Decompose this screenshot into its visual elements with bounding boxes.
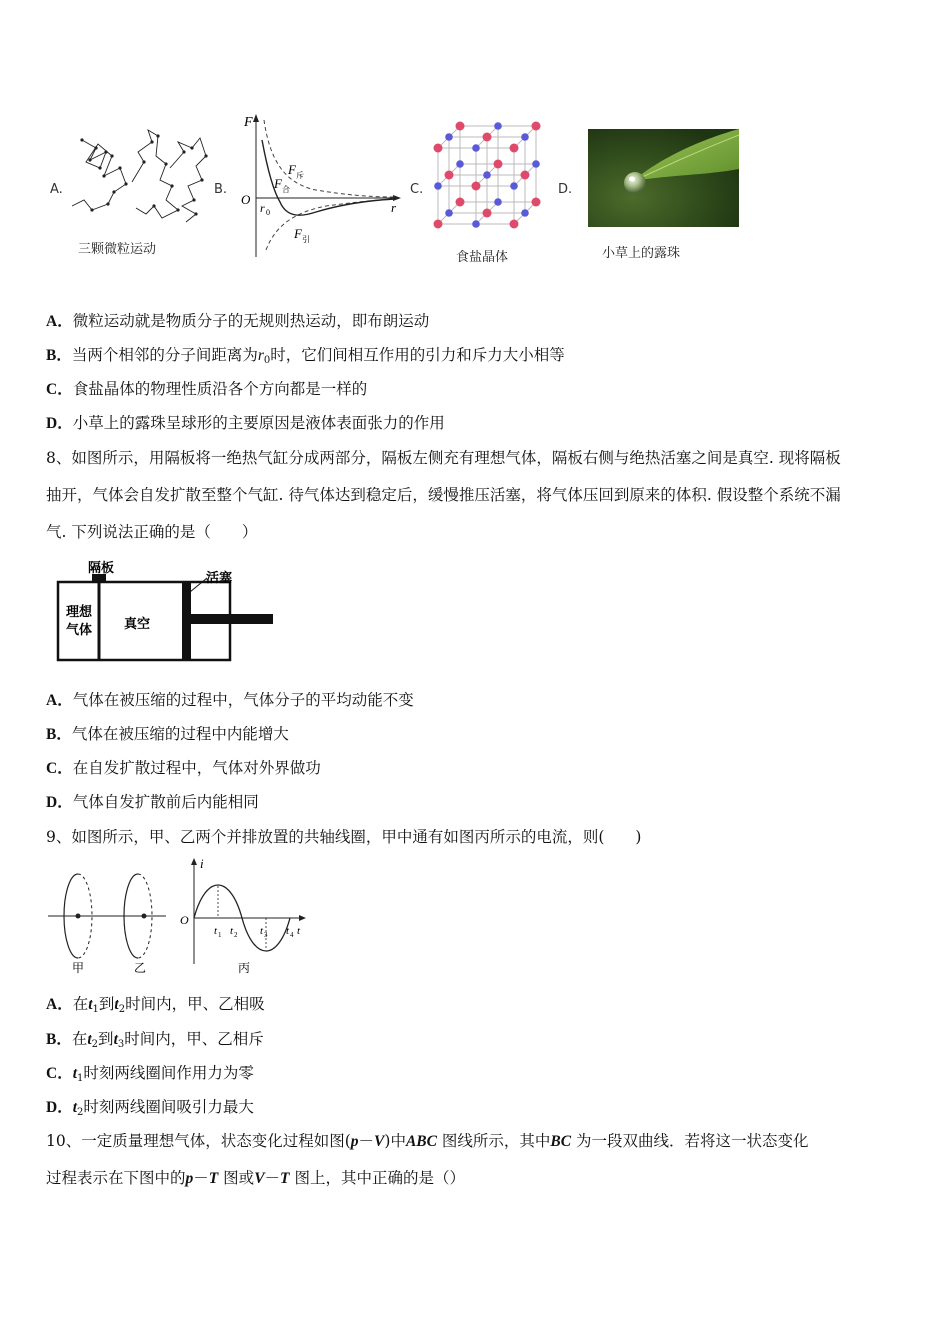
- figure-c-letter: C.: [410, 182, 424, 197]
- figure-a-letter: A.: [50, 182, 63, 197]
- q8-stem-line-3: 气. 下列说法正确的是（ ）: [46, 523, 258, 541]
- chlorine-atom: [483, 171, 491, 179]
- coils-current-figure: [44, 856, 314, 978]
- f-repulsive-sub: 斥: [296, 171, 304, 180]
- chlorine-atom: [494, 122, 502, 130]
- figure-d-caption: 小草上的露珠: [602, 246, 681, 261]
- sodium-atom: [494, 160, 503, 169]
- sodium-atom: [434, 220, 443, 229]
- f-axis-label: F: [244, 115, 253, 130]
- q8-stem-line-2: 抽开，气体会自发扩散至整个气缸. 待气体达到稳定后，缓慢推压活塞，将气体压回到原来的体积. 假设整个系统不漏: [46, 486, 841, 504]
- t2-label: t: [230, 925, 234, 937]
- graph-bing-label: 丙: [238, 961, 251, 975]
- sodium-atom: [483, 209, 492, 218]
- coil-yi-label: 乙: [134, 961, 147, 975]
- molecular-force-graph: [236, 112, 406, 262]
- brownian-motion-figure: [62, 122, 222, 227]
- f-attractive-sub: 引: [302, 235, 310, 244]
- chlorine-atom: [521, 133, 529, 141]
- chlorine-atom: [521, 209, 529, 217]
- r-axis-label: r: [391, 200, 397, 215]
- chlorine-atom: [456, 160, 464, 168]
- sodium-atom: [510, 144, 519, 153]
- q9-option-b[interactable]: B．在$t_2$到$t_3$时间内，甲、乙相斥: [46, 1030, 264, 1050]
- chlorine-atom: [434, 182, 442, 190]
- r0-sub: 0: [266, 208, 270, 217]
- t1-label: t: [214, 925, 218, 937]
- chlorine-atom: [445, 133, 453, 141]
- f-attractive-label: F: [294, 226, 302, 241]
- coil-jia-label: 甲: [72, 961, 85, 975]
- q7-option-c[interactable]: C．食盐晶体的物理性质沿各个方向都是一样的: [46, 380, 368, 398]
- q9-option-d[interactable]: D．$t_2$时刻两线圈间吸引力最大: [46, 1098, 254, 1118]
- q7-option-b[interactable]: B．当两个相邻的分子间距离为$r_0$时，它们间相互作用的引力和斥力大小相等: [46, 346, 565, 366]
- piston-label: 活塞: [206, 570, 233, 585]
- sodium-atom: [510, 220, 519, 229]
- q7-option-d[interactable]: D．小草上的露珠呈球形的主要原因是液体表面张力的作用: [46, 414, 445, 432]
- t4-label: t: [286, 925, 290, 937]
- r0-label: r: [260, 201, 265, 215]
- q8-option-c[interactable]: C．在自发扩散过程中，气体对外界做功: [46, 759, 321, 777]
- q7-option-a[interactable]: A．微粒运动就是物质分子的无规则热运动，即布朗运动: [46, 312, 430, 330]
- figure-c-caption: 食盐晶体: [456, 250, 509, 265]
- q9-option-c[interactable]: C．$t_1$时刻两线圈间作用力为零: [46, 1064, 254, 1084]
- sodium-atom: [445, 171, 454, 180]
- sodium-atom: [434, 144, 443, 153]
- chlorine-atom: [510, 182, 518, 190]
- sodium-atom: [483, 133, 492, 142]
- origin-label: O: [241, 192, 251, 207]
- q9-option-a[interactable]: A．在$t_1$到$t_2$时间内，甲、乙相吸: [46, 995, 265, 1015]
- ideal-gas-label-1: 理想: [66, 604, 93, 619]
- chlorine-atom: [532, 160, 540, 168]
- f-net-sub: 合: [282, 185, 290, 194]
- q8-option-d[interactable]: D．气体自发扩散前后内能相同: [46, 793, 259, 811]
- sodium-atom: [532, 198, 541, 207]
- t2-sub: 2: [234, 931, 238, 939]
- figure-d-letter: D.: [558, 182, 573, 197]
- origin-o-label: O: [180, 913, 189, 927]
- q9-stem: 9、如图所示，甲、乙两个并排放置的共轴线圈，甲中通有如图丙所示的电流，则( ): [46, 828, 642, 846]
- sodium-atom: [472, 182, 481, 191]
- sodium-atom: [521, 171, 530, 180]
- figure-a-caption: 三颗微粒运动: [78, 242, 157, 257]
- f-repulsive-label: F: [288, 162, 296, 177]
- q10-stem-line-1: 10、一定质量理想气体，状态变化过程如图(p－V)中ABC 图线所示，其中BC 为一段双曲线．若将这一状态变化: [46, 1132, 809, 1150]
- chlorine-atom: [445, 209, 453, 217]
- salt-crystal-figure: [426, 118, 562, 238]
- chlorine-atom: [472, 220, 480, 228]
- gas-cylinder-figure: [52, 558, 282, 668]
- t-axis-label: t: [297, 925, 301, 937]
- t3-label: t: [260, 925, 264, 937]
- i-axis-label: i: [200, 856, 204, 871]
- q8-stem-line-1: 8、如图所示，用隔板将一绝热气缸分成两部分，隔板左侧充有理想气体，隔板右侧与绝热活塞之间是真空. 现将隔板: [46, 449, 841, 467]
- sodium-atom: [456, 198, 465, 207]
- f-net-label: F: [274, 176, 282, 191]
- q10-stem-line-2: 过程表示在下图中的p－T 图或V－T 图上，其中正确的是（）: [46, 1169, 465, 1187]
- t1-sub: 1: [218, 931, 222, 939]
- vacuum-label: 真空: [124, 616, 151, 631]
- figure-b-letter: B.: [214, 182, 228, 197]
- sodium-atom: [456, 122, 465, 131]
- partition-label: 隔板: [88, 560, 115, 575]
- chlorine-atom: [494, 198, 502, 206]
- q8-option-a[interactable]: A．气体在被压缩的过程中，气体分子的平均动能不变: [46, 691, 414, 709]
- chlorine-atom: [472, 144, 480, 152]
- sodium-atom: [532, 122, 541, 131]
- q8-option-b[interactable]: B．气体在被压缩的过程中内能增大: [46, 725, 289, 743]
- t3-sub: 3: [264, 931, 268, 939]
- t4-sub: 4: [290, 931, 294, 939]
- dew-drop-photo: [588, 129, 739, 227]
- ideal-gas-label-2: 气体: [66, 622, 93, 637]
